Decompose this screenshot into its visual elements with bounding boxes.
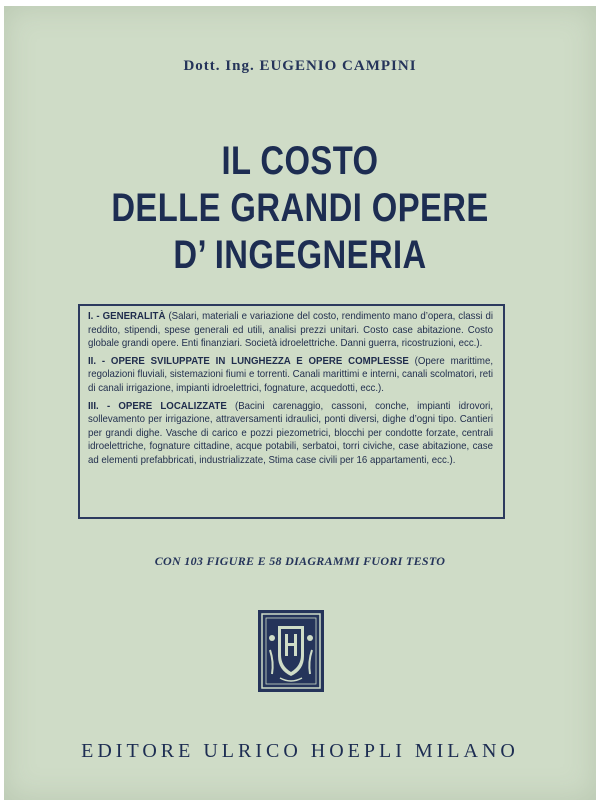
section-text: (Bacini carenaggio, cassoni, conche, impianti idrovori, sollevamento per irrigazione, attraversamenti idraulici, ponti diversi, dighe d’ogni tipo. Cantieri per grandi dighe. Vasche di carico e pozzi piezometrici, blocchi per condotte forzate, centrali idroelettriche, fognature cittadine, acque potabili, serbatoi, torri civiche, case abitazione, case ad elementi prefabbricati, industrializzate, Stima case civili per 16 appartamenti, ecc.).: [88, 400, 494, 466]
author-prefix: Dott. Ing.: [183, 58, 255, 74]
contents-section-3: [88, 400, 493, 468]
section-heading: III. - OPERE LOCALIZZATE: [88, 400, 227, 412]
contents-box: [78, 304, 505, 519]
book-cover: [4, 6, 596, 800]
book-title: [57, 138, 542, 279]
section-text: (Salari, materiali e variazione del costo, rendimento mano d’opera, classi di reddito, stipendi, spese generali ed utili, analisi prezzi unitari. Costo case abitazione. Costo globale grandi opere. Enti finanziari. Società idroelettriche. Danni guerra, ricostruzioni, ecc.).: [88, 311, 494, 350]
title-line-2: DELLE GRANDI OPERE: [111, 186, 489, 230]
author-name: EUGENIO CAMPINI: [259, 58, 417, 74]
section-heading: I. - GENERALITÀ: [88, 311, 166, 322]
figures-note: CON 103 FIGURE E 58 DIAGRAMMI FUORI TESTO: [154, 554, 446, 568]
title-line-1: IL COSTO: [221, 139, 379, 183]
hoepli-emblem-icon: [258, 610, 324, 692]
section-heading: II. - OPERE SVILUPPATE IN LUNGHEZZA E OPERE COMPLESSE: [88, 355, 409, 367]
publisher-line: EDITORE ULRICO HOEPLI MILANO: [81, 740, 519, 762]
contents-section-2: [88, 355, 493, 396]
title-line-3: D’ INGEGNERIA: [173, 233, 427, 277]
contents-section-1: [88, 310, 493, 351]
author-line: [4, 58, 596, 75]
section-text: (Opere marittime, regolazioni fluviali, sistemazioni fiumi e torrenti. Canali marittimi e interni, canali scolmatori, reti di canali irrigazione, impianti idroelettrici, fognature, acquedotti, ecc.).: [88, 355, 494, 394]
